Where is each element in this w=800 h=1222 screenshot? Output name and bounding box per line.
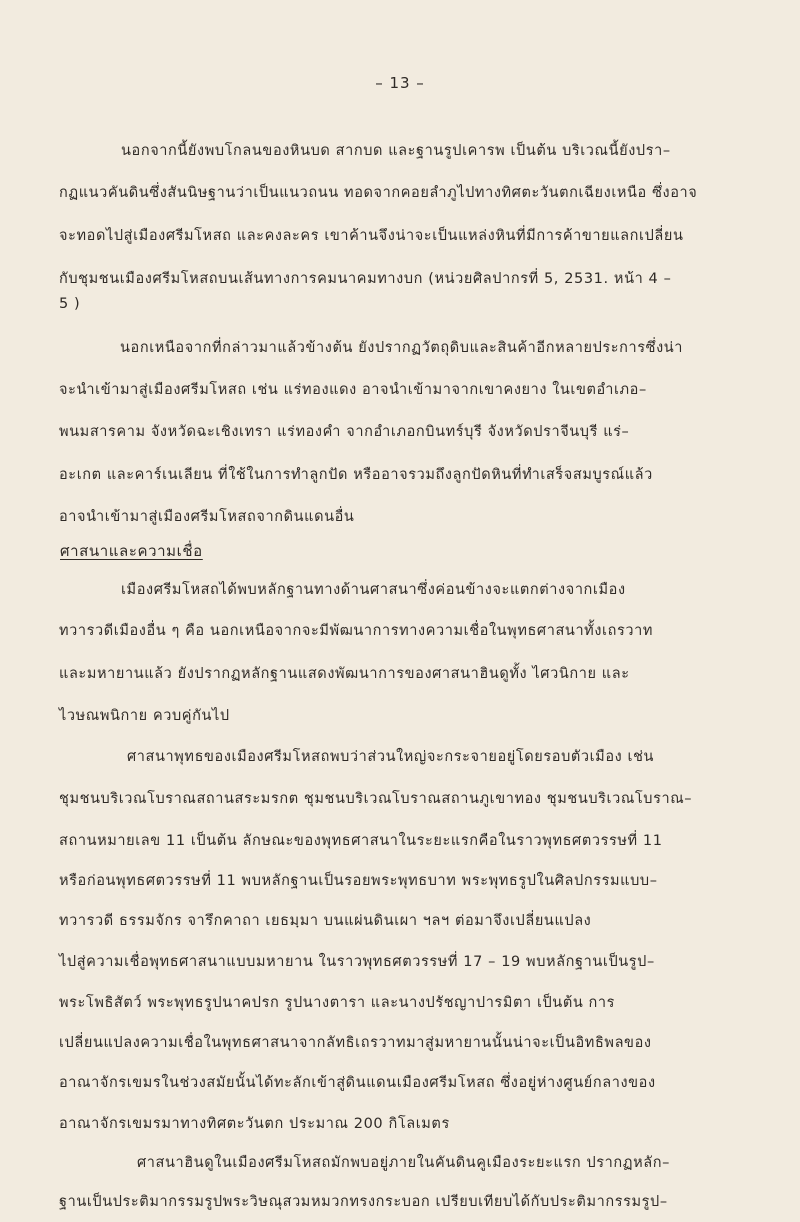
paragraph-line: กับชุมชนเมืองศรีมโหสถบนเส้นทางการคมนาคมทางบก (หน่วยศิลปากรที่ 5, 2531. หน้า 4 – bbox=[59, 271, 672, 287]
paragraph-line: ไปสู่ความเชื่อพุทธศาสนาแบบมหายาน ในราวพุทธศตวรรษที่ 17 – 19 พบหลักฐานเป็นรูป– bbox=[59, 954, 655, 970]
paragraph-line: อะเกต และคาร์เนเลียน ที่ใช้ในการทำลูกปัด หรืออาจรวมถึงลูกปัดหินที่ทำเสร็จสมบูรณ์แล้ว bbox=[59, 467, 653, 483]
paragraph-line: ศาสนาพุทธของเมืองศรีมโหสถพบว่าส่วนใหญ่จะกระจายอยู่โดยรอบตัวเมือง เช่น bbox=[127, 749, 655, 765]
paragraph-line: 5 ) bbox=[59, 296, 81, 312]
paragraph-line: ทวารวดีเมืองอื่น ๆ คือ นอกเหนือจากจะมีพัฒนาการทางความเชื่อในพุทธศาสนาทั้งเถรวาท bbox=[59, 623, 653, 639]
paragraph-line: อาณาจักรเขมรในช่วงสมัยนั้นได้ทะลักเข้าสู่ดินแดนเมืองศรีมโหสถ ซึ่งอยู่ห่างศูนย์กลางของ bbox=[59, 1075, 656, 1091]
paragraph-line: อาจนำเข้ามาสู่เมืองศรีมโหสถจากดินแดนอื่น bbox=[59, 509, 355, 525]
paragraph-line: นอกเหนือจากที่กล่าวมาแล้วข้างต้น ยังปรากฏวัตถุดิบและสินค้าอีกหลายประการซึ่งน่า bbox=[120, 340, 684, 356]
page-number: – 13 – bbox=[375, 74, 425, 92]
paragraph-line: เมืองศรีมโหสถได้พบหลักฐานทางด้านศาสนาซึ่งค่อนข้างจะแตกต่างจากเมือง bbox=[121, 582, 626, 598]
paragraph-line: จะทอดไปสู่เมืองศรีมโหสถ และคงละคร เขาค้านจึงน่าจะเป็นแหล่งหินที่มีการค้าขายแลกเปลี่ยน bbox=[59, 228, 684, 244]
paragraph-line: อาณาจักรเขมรมาทางทิศตะวันตก ประมาณ 200 กิโลเมตร bbox=[59, 1116, 450, 1132]
paragraph-line: ฐานเป็นประติมากรรมรูปพระวิษณุสวมหมวกทรงกระบอก เปรียบเทียบได้กับประติมากรรมรูป– bbox=[59, 1194, 668, 1210]
paragraph-line: หรือก่อนพุทธศตวรรษที่ 11 พบหลักฐานเป็นรอยพระพุทธบาท พระพุทธรูปในศิลปกรรมแบบ– bbox=[59, 873, 658, 889]
paragraph-line: จะนำเข้ามาสู่เมืองศรีมโหสถ เช่น แร่ทองแดง อาจนำเข้ามาจากเขาคงยาง ในเขตอำเภอ– bbox=[59, 382, 647, 398]
paragraph-line: สถานหมายเลข 11 เป็นต้น ลักษณะของพุทธศาสนาในระยะแรกคือในราวพุทธศตวรรษที่ 11 bbox=[59, 833, 663, 849]
paragraph-line: เปลี่ยนแปลงความเชื่อในพุทธศาสนาจากลัทธิเถรวาทมาสู่มหายานนั้นน่าจะเป็นอิทธิพลของ bbox=[59, 1035, 652, 1051]
paragraph-line: และมหายานแล้ว ยังปรากฏหลักฐานแสดงพัฒนาการของศาสนาฮินดูทั้ง ไศวนิกาย และ bbox=[59, 666, 630, 682]
paragraph-line: ไวษณพนิกาย ควบคู่กันไป bbox=[59, 708, 230, 724]
section-heading: ศาสนาและความเชื่อ bbox=[60, 542, 203, 560]
paragraph-line: พระโพธิสัตว์ พระพุทธรูปนาคปรก รูปนางตารา และนางปรัชญาปารมิตา เป็นต้น การ bbox=[59, 995, 616, 1011]
paragraph-line: ทวารวดี ธรรมจักร จารึกคาถา เยธมฺมา บนแผ่นดินเผา ฯลฯ ต่อมาจึงเปลี่ยนแปลง bbox=[59, 913, 592, 929]
paragraph-line: กฏแนวคันดินซึ่งสันนิษฐานว่าเป็นแนวถนน ทอดจากคอยลำภูไปทางทิศตะวันตกเฉียงเหนือ ซึ่งอาจ bbox=[59, 185, 698, 201]
paragraph-line: พนมสารคาม จังหวัดฉะเชิงเทรา แร่ทองคำ จากอำเภอกบินทร์บุรี จังหวัดปราจีนบุรี แร่– bbox=[59, 424, 630, 440]
paragraph-line: ศาสนาฮินดูในเมืองศรีมโหสถมักพบอยู่ภายในคันดินคูเมืองระยะแรก ปรากฏหลัก– bbox=[137, 1155, 670, 1171]
paragraph-line: ชุมชนบริเวณโบราณสถานสระมรกต ชุมชนบริเวณโบราณสถานภูเขาทอง ชุมชนบริเวณโบราณ– bbox=[59, 791, 693, 807]
paragraph-line: นอกจากนี้ยังพบโกลนของหินบด สากบด และฐานรูปเคารพ เป็นต้น บริเวณนี้ยังปรา– bbox=[121, 143, 671, 159]
